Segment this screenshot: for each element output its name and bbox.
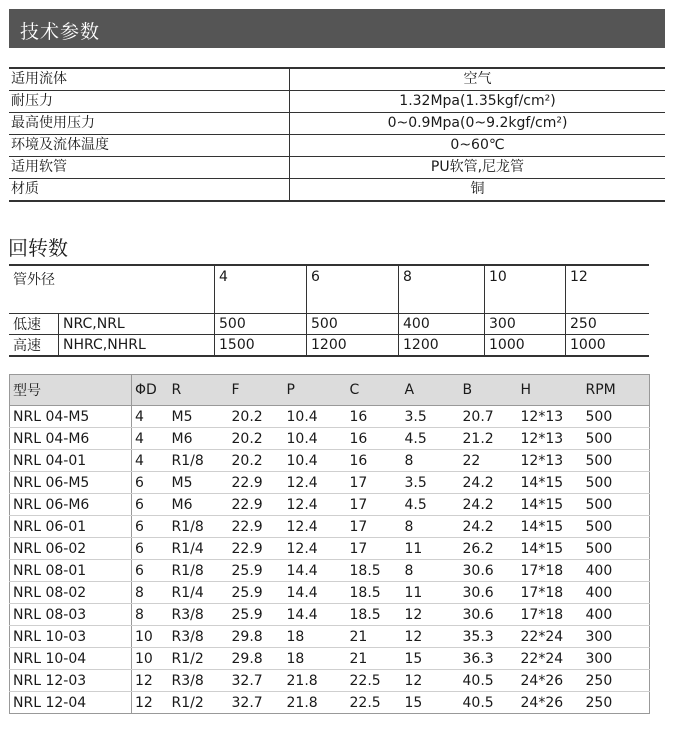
table-cell: 400 [583, 560, 650, 582]
table-cell: 500 [583, 406, 650, 428]
spec-value: 铜 [290, 179, 666, 202]
table-cell: 12.4 [284, 538, 347, 560]
table-cell: 12.4 [284, 494, 347, 516]
table-row [10, 670, 650, 692]
table-cell: M5 [169, 406, 229, 428]
table-cell: 400 [583, 582, 650, 604]
table-cell: 21.8 [284, 670, 347, 692]
rotation-header-row [9, 265, 649, 314]
table-cell: R1/2 [171, 694, 204, 711]
table-cell: 6 [132, 516, 169, 538]
table-cell: 18.5 [347, 560, 402, 582]
model-name-cell: NRL 12-03 [10, 670, 132, 692]
table-cell: 14*15 [518, 516, 583, 538]
table-cell: 8 [402, 516, 460, 538]
model-name-cell: NRL 12-04 [10, 692, 132, 714]
table-row [10, 472, 650, 494]
table-cell: R1/4 [169, 538, 229, 560]
table-cell: 500 [583, 472, 650, 494]
table-cell: 4 [132, 406, 169, 428]
table-cell: 10 [132, 626, 169, 648]
rotation-section-title: 回转数 [8, 236, 68, 260]
table-row [10, 582, 650, 604]
spec-row [9, 157, 665, 179]
table-cell: 30.6 [460, 604, 518, 626]
header-cell: 型号 [10, 375, 132, 406]
table-cell: 22.9 [229, 538, 284, 560]
spec-table [9, 67, 665, 202]
spec-value: 0~60℃ [290, 135, 666, 157]
table-cell: 29.8 [229, 648, 284, 670]
table-cell: 14.4 [284, 560, 347, 582]
table-cell: 8 [132, 582, 169, 604]
header-cell: B [460, 375, 518, 406]
table-row [10, 604, 650, 626]
table-cell: 25.9 [229, 604, 284, 626]
table-row [10, 560, 650, 582]
table-row [10, 516, 650, 538]
speed-label: 高速 [9, 335, 59, 357]
table-cell: 12 [402, 604, 460, 626]
table-cell: 8 [402, 560, 460, 582]
table-row [10, 648, 650, 670]
rpm-cell: 1200 [399, 335, 485, 357]
table-cell: 16 [347, 428, 402, 450]
table-row [10, 538, 650, 560]
table-cell: 17 [347, 494, 402, 516]
table-cell: 300 [583, 626, 650, 648]
rotation-table [9, 264, 649, 357]
table-cell: 10.4 [284, 406, 347, 428]
table-cell: 4.5 [402, 494, 460, 516]
model-name-cell: NRL 06-02 [10, 538, 132, 560]
spec-row [9, 179, 665, 202]
rpm-cell: 1000 [485, 335, 566, 357]
table-cell: 20.7 [460, 406, 518, 428]
table-cell: 12 [132, 670, 169, 692]
rotation-row [9, 314, 649, 335]
model-name-cell: NRL 06-M6 [10, 494, 132, 516]
table-cell: R1/2 [169, 648, 229, 670]
model-name-cell: NRL 06-01 [10, 516, 132, 538]
rpm-cell: 250 [566, 314, 650, 335]
table-cell: 12 [135, 694, 153, 711]
table-cell: M6 [169, 428, 229, 450]
table-cell: R1/8 [169, 560, 229, 582]
table-cell: 500 [583, 450, 650, 472]
table-cell: 3.5 [402, 406, 460, 428]
table-cell: 17*18 [518, 582, 583, 604]
table-cell: 22.5 [347, 670, 402, 692]
header-cell: F [229, 375, 284, 406]
table-row [10, 406, 650, 428]
table-cell: R3/8 [169, 670, 229, 692]
spec-label: 最高使用压力 [9, 113, 290, 135]
section-header-title: 技术参数 [20, 21, 101, 43]
table-cell: 500 [583, 538, 650, 560]
table-cell: 250 [585, 694, 613, 711]
table-cell: 35.3 [460, 626, 518, 648]
tube-diameter-label: 管外径 [9, 265, 215, 314]
table-cell: 20.2 [229, 406, 284, 428]
model-series: NRC,NRL [59, 314, 215, 335]
table-cell: 11 [402, 538, 460, 560]
table-cell: 24.2 [460, 494, 518, 516]
spec-label: 适用流体 [9, 68, 290, 91]
section-header-bar [9, 9, 665, 48]
table-cell: 6 [132, 560, 169, 582]
spec-value: 1.32Mpa(1.35kgf/cm²) [290, 91, 666, 113]
model-name-cell: NRL 08-02 [10, 582, 132, 604]
table-cell: 25.9 [229, 582, 284, 604]
table-cell: 14.4 [284, 582, 347, 604]
model-dimension-table [9, 374, 650, 714]
table-cell: 500 [583, 516, 650, 538]
model-name-cell: NRL 08-01 [10, 560, 132, 582]
table-cell: R1/4 [169, 582, 229, 604]
table-cell: 400 [583, 604, 650, 626]
table-row [10, 626, 650, 648]
model-name-cell: NRL 10-03 [10, 626, 132, 648]
table-cell: 12 [402, 670, 460, 692]
table-cell: 4 [132, 450, 169, 472]
table-cell: 22 [460, 450, 518, 472]
table-cell: 18.5 [347, 582, 402, 604]
table-cell: 29.8 [229, 626, 284, 648]
model-name-cell: NRL 10-04 [10, 648, 132, 670]
table-cell: 4 [132, 428, 169, 450]
rpm-cell: 400 [399, 314, 485, 335]
table-cell: 22.9 [229, 472, 284, 494]
table-cell: 26.2 [460, 538, 518, 560]
rpm-cell: 1200 [307, 335, 399, 357]
model-name-cell: NRL 04-01 [10, 450, 132, 472]
table-cell: 24*26 [520, 694, 564, 711]
spec-row [9, 91, 665, 113]
spec-label: 耐压力 [9, 91, 290, 113]
table-cell: R1/8 [169, 516, 229, 538]
rpm-cell: 500 [307, 314, 399, 335]
diameter-cell: 12 [566, 265, 650, 314]
table-cell: 30.6 [460, 582, 518, 604]
table-cell: 24.2 [460, 516, 518, 538]
header-cell: C [347, 375, 402, 406]
table-cell: 32.7 [229, 670, 284, 692]
table-cell: 10.4 [284, 450, 347, 472]
table-cell: 16 [347, 450, 402, 472]
spec-value: 空气 [290, 68, 666, 91]
table-cell: 14*15 [518, 494, 583, 516]
spec-value: 0~0.9Mpa(0~9.2kgf/cm²) [290, 113, 666, 135]
table-cell: 24*26 [518, 670, 583, 692]
table-row [10, 450, 650, 472]
table-cell: 24.2 [460, 472, 518, 494]
header-cell: RPM [583, 375, 650, 406]
table-cell: 18.5 [347, 604, 402, 626]
table-cell: 3.5 [402, 472, 460, 494]
table-cell: 15 [404, 694, 423, 711]
spec-value: PU软管,尼龙管 [290, 157, 666, 179]
table-cell: 21.2 [460, 428, 518, 450]
table-cell: 11 [402, 582, 460, 604]
table-cell: 17 [347, 472, 402, 494]
table-cell: 14.4 [284, 604, 347, 626]
table-cell: 22.9 [229, 516, 284, 538]
table-cell: R1/8 [169, 450, 229, 472]
spec-label: 材质 [9, 179, 290, 202]
spec-row [9, 135, 665, 157]
table-cell: 6 [132, 472, 169, 494]
table-cell: 40.5 [460, 670, 518, 692]
table-cell: 17 [347, 538, 402, 560]
table-cell: 21 [347, 626, 402, 648]
header-cell: P [284, 375, 347, 406]
spec-label: 适用软管 [9, 157, 290, 179]
table-cell: 14*15 [518, 538, 583, 560]
table-cell: 8 [402, 450, 460, 472]
table-cell: 300 [583, 648, 650, 670]
table-cell: 16 [347, 406, 402, 428]
table-cell: 4.5 [402, 428, 460, 450]
header-cell: H [518, 375, 583, 406]
model-series: NHRC,NHRL [59, 335, 215, 357]
table-cell: 40.5 [462, 694, 494, 711]
rpm-cell: 500 [215, 314, 307, 335]
table-cell: 22*24 [518, 626, 583, 648]
header-cell: R [169, 375, 229, 406]
table-cell: 32.7 [231, 694, 263, 711]
table-cell: 22.5 [349, 694, 381, 711]
rpm-cell: 300 [485, 314, 566, 335]
table-cell: 20.2 [229, 428, 284, 450]
rotation-row [9, 335, 649, 357]
model-name-cell: NRL 04-M6 [10, 428, 132, 450]
table-cell: 6 [132, 494, 169, 516]
table-cell: 17*18 [518, 604, 583, 626]
table-cell: 6 [132, 538, 169, 560]
table-cell: 22.9 [229, 494, 284, 516]
table-cell: 12 [402, 626, 460, 648]
table-cell: 20.2 [229, 450, 284, 472]
table-cell: 17 [347, 516, 402, 538]
table-cell: 18 [284, 648, 347, 670]
table-cell: 30.6 [460, 560, 518, 582]
speed-label: 低速 [9, 314, 59, 335]
table-cell: 500 [583, 494, 650, 516]
table-row [10, 428, 650, 450]
model-table-header [10, 375, 650, 406]
rpm-cell: 1000 [566, 335, 650, 357]
table-cell: 12.4 [284, 472, 347, 494]
table-cell: R3/8 [169, 626, 229, 648]
table-cell: 18 [284, 626, 347, 648]
diameter-cell: 10 [485, 265, 566, 314]
model-name-cell: NRL 08-03 [10, 604, 132, 626]
table-cell: 25.9 [229, 560, 284, 582]
table-cell: 22*24 [518, 648, 583, 670]
table-cell: 12.4 [284, 516, 347, 538]
table-cell: 21.8 [286, 694, 318, 711]
table-cell: 12*13 [518, 450, 583, 472]
table-cell: 12*13 [518, 428, 583, 450]
model-name-cell: NRL 04-M5 [10, 406, 132, 428]
table-cell: 14*15 [518, 472, 583, 494]
model-name-cell: NRL 06-M5 [10, 472, 132, 494]
spec-row [9, 68, 665, 91]
header-cell: A [402, 375, 460, 406]
spec-label: 环境及流体温度 [9, 135, 290, 157]
table-cell: 17*18 [518, 560, 583, 582]
diameter-cell: 6 [307, 265, 399, 314]
table-cell: 10.4 [284, 428, 347, 450]
table-cell: 8 [132, 604, 169, 626]
table-cell: 12*13 [518, 406, 583, 428]
table-row [10, 494, 650, 516]
table-cell: 21 [347, 648, 402, 670]
diameter-cell: 8 [399, 265, 485, 314]
table-cell: R3/8 [169, 604, 229, 626]
table-cell: 10 [132, 648, 169, 670]
header-cell: ΦD [132, 375, 169, 406]
spec-row [9, 113, 665, 135]
table-cell: 15 [402, 648, 460, 670]
table-cell: M5 [169, 472, 229, 494]
rpm-cell: 1500 [215, 335, 307, 357]
table-cell: M6 [169, 494, 229, 516]
table-cell: 500 [583, 428, 650, 450]
table-cell: 250 [583, 670, 650, 692]
table-row [10, 692, 650, 714]
table-cell: 36.3 [460, 648, 518, 670]
diameter-cell: 4 [215, 265, 307, 314]
